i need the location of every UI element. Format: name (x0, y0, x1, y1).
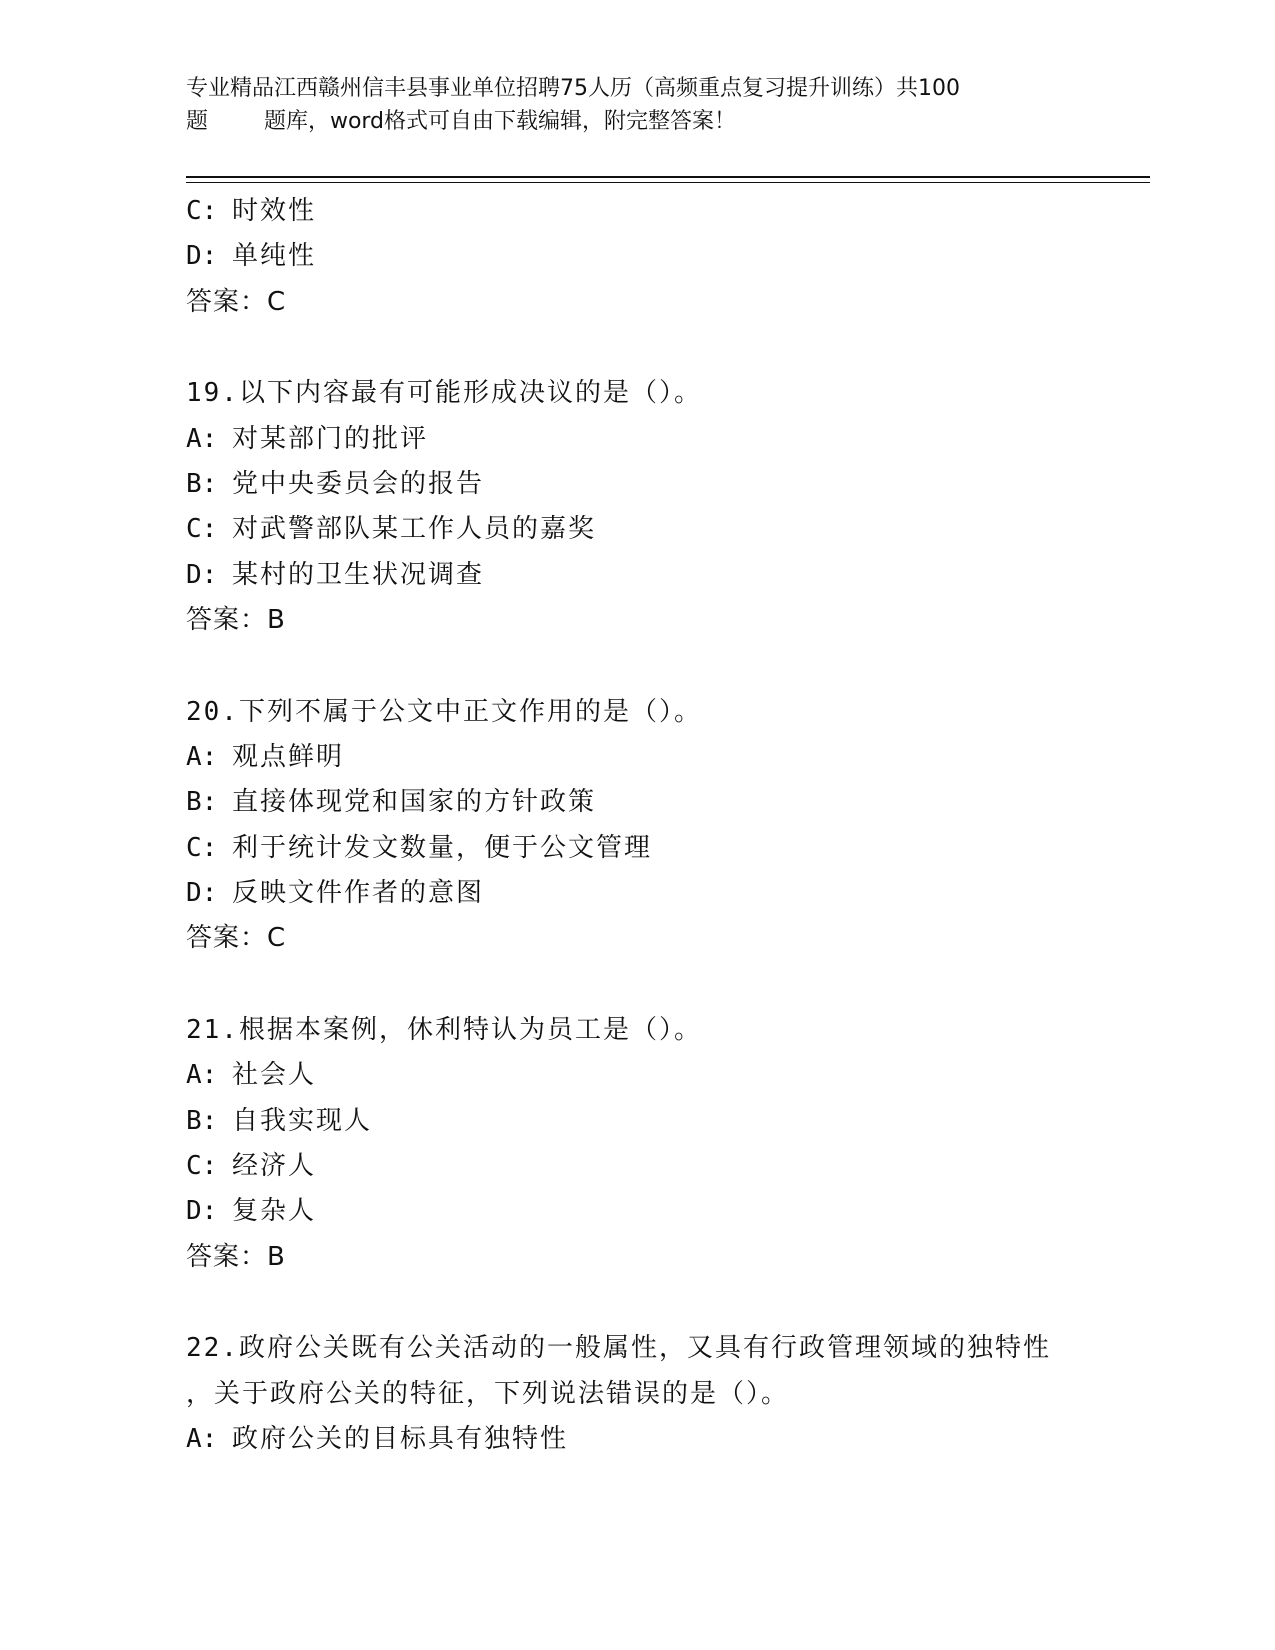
question-stem-continued: ，关于政府公关的特征，下列说法错误的是（）。 (186, 1378, 790, 1409)
option-letter: D: (186, 1196, 218, 1227)
option-text: 直接体现党和国家的方针政策 (232, 787, 597, 818)
option-text: 观点鲜明 (232, 741, 345, 772)
option-text: 经济人 (232, 1151, 317, 1182)
answer-line: 答案：B (186, 1241, 286, 1272)
question-stem: 19.以下内容最有可能形成决议的是（）。 (186, 378, 702, 409)
option-text: 某村的卫生状况调查 (232, 559, 485, 590)
option-row (186, 1189, 1146, 1234)
option-text: 对某部门的批评 (232, 423, 429, 454)
option-text: 利于统计发文数量，便于公文管理 (232, 832, 653, 863)
option-row (186, 1144, 1146, 1189)
answer-line: 答案：C (186, 286, 287, 317)
option-text: 单纯性 (232, 241, 317, 272)
option-row (186, 1053, 1146, 1098)
option-row (186, 826, 1146, 871)
option-text: 自我实现人 (232, 1105, 373, 1136)
spacer (186, 325, 1146, 371)
option-text: 时效性 (232, 196, 317, 226)
option-row (186, 462, 1146, 507)
header-title-line-1: 专业精品江西赣州信丰县事业单位招聘75人历（高频重点复习提升训练）共100 (186, 76, 960, 101)
option-row (186, 871, 1146, 916)
option-row (186, 189, 1146, 234)
option-row (186, 780, 1146, 825)
option-letter: B: (186, 1105, 218, 1136)
option-row (186, 1099, 1146, 1144)
option-letter: A: (186, 1423, 218, 1454)
document-header (186, 72, 1086, 138)
option-row (186, 1417, 1146, 1462)
option-letter: A: (186, 741, 218, 772)
header-rule-thin (186, 182, 1150, 183)
option-letter: B: (186, 468, 218, 499)
spacer (186, 962, 1146, 1008)
header-rule-thick (186, 176, 1150, 178)
option-row (186, 234, 1146, 279)
option-letter: D: (186, 878, 218, 909)
header-title-line-2: 题 题库，word格式可自由下载编辑，附完整答案！ (186, 109, 737, 134)
option-letter: A: (186, 423, 218, 454)
spacer (186, 1280, 1146, 1326)
option-letter: C: (186, 1151, 218, 1182)
option-text: 社会人 (232, 1060, 317, 1091)
option-row (186, 507, 1146, 552)
option-row (186, 553, 1146, 598)
option-letter: B: (186, 787, 218, 818)
option-text: 反映文件作者的意图 (232, 878, 485, 909)
option-row (186, 417, 1146, 462)
question-stem: 20.下列不属于公文中正文作用的是（）。 (186, 696, 702, 727)
option-letter: A: (186, 1060, 218, 1091)
option-letter: C: (186, 514, 218, 545)
question-stem: 22.政府公关既有公关活动的一般属性，又具有行政管理领域的独特性 (186, 1333, 1051, 1364)
spacer (186, 644, 1146, 690)
option-letter: D: (186, 241, 218, 272)
option-row (186, 735, 1146, 780)
option-letter: C: (186, 832, 218, 863)
answer-line: 答案：C (186, 923, 287, 954)
option-text: 对武警部队某工作人员的嘉奖 (232, 514, 597, 545)
option-text: 党中央委员会的报告 (232, 468, 485, 499)
option-text: 复杂人 (232, 1196, 317, 1227)
question-stem: 21.根据本案例，休利特认为员工是（）。 (186, 1014, 702, 1045)
option-letter: C: (186, 196, 218, 226)
option-text: 政府公关的目标具有独特性 (232, 1423, 569, 1454)
option-letter: D: (186, 559, 218, 590)
question-list (186, 189, 1146, 1462)
answer-line: 答案：B (186, 605, 286, 636)
